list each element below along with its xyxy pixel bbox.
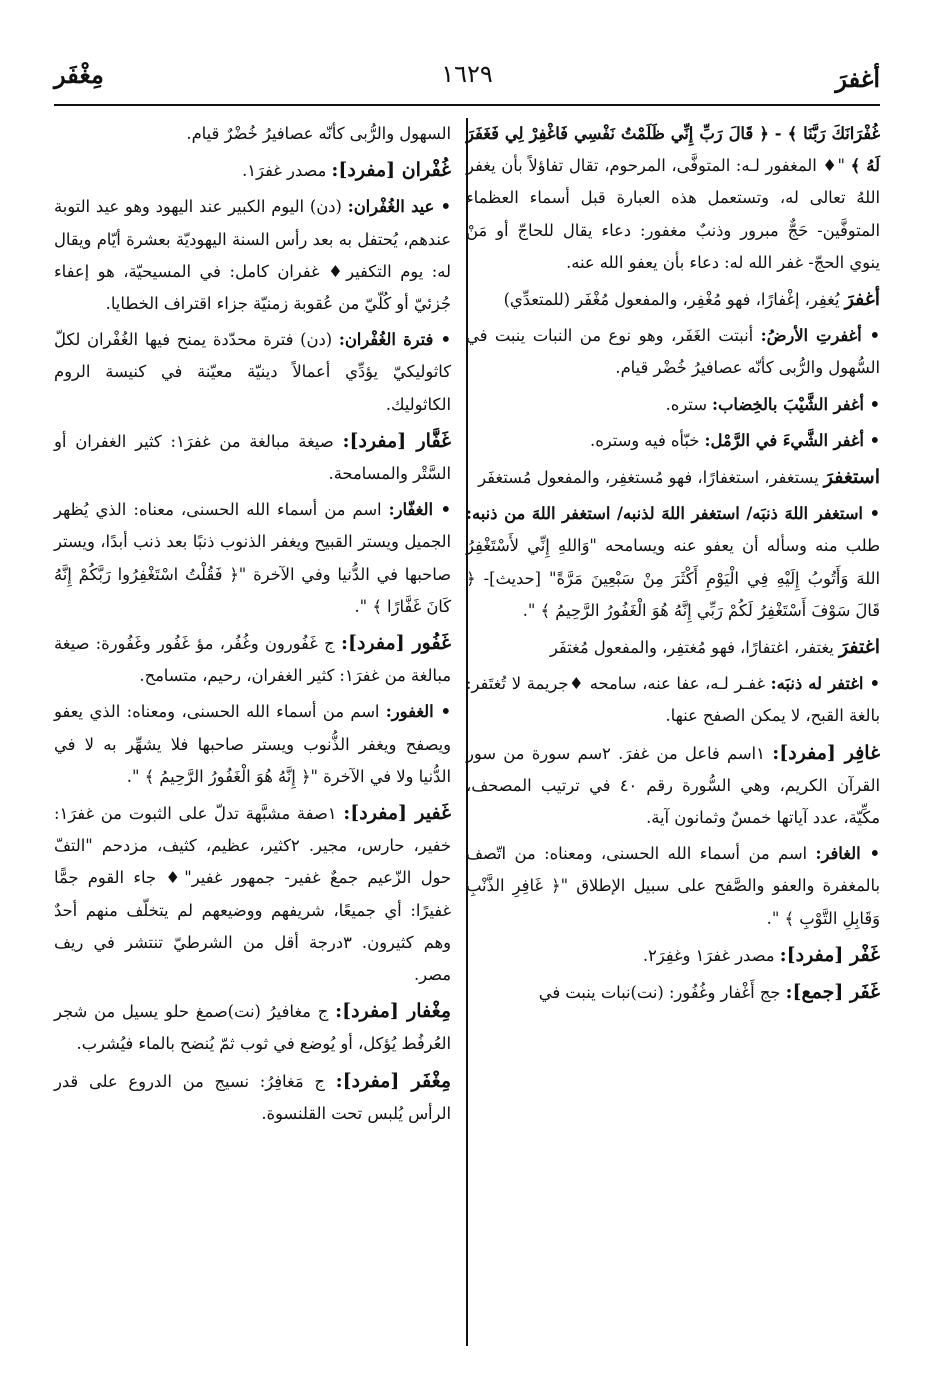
dictionary-entry [54, 995, 451, 1060]
definition-text: ١اسم فاعل من غفرَ. ٢سم سورة من سور القرآن الكريم، وهي السُّورة رقم ٤٠ في ترتيب المصحف، مكِّيّة، عدد آياتها خمسٌ وثمانون آية. [466, 743, 881, 828]
subentry-term: • اغتفر له ذنبَه: [770, 674, 880, 694]
subentry-term: • عيد الغُفْران: [347, 197, 451, 217]
dictionary-entry [466, 389, 880, 421]
dictionary-entry [466, 838, 880, 935]
headword: أغفرَ [844, 288, 880, 311]
dictionary-entry [54, 696, 451, 793]
dictionary-entry [54, 627, 451, 692]
definition-text: (دن) اليوم الكبير عند اليهود وهو عيد التوبة عندهم، يُحتفل به بعد رأس السنة اليهوديّة بعشرة أيّام ويقال له: يوم التكفير♦ غفران كامل: في المسيحيّة، هو إعفاء جُزئيّ أو كُلّيّ من عُقوبة زمنيّة جزاء اقتراف الخطايا. [54, 197, 451, 314]
definition-text: جج أَغْفار وغُفُور: (نت)نبات ينبت في [538, 983, 786, 1003]
dictionary-entry [466, 631, 880, 664]
dictionary-entry [54, 118, 451, 150]
headword: غَفَّار [مفرد]: [342, 429, 451, 452]
definition-text: مصدر غفرَ١ وغفِرَ٢. [642, 945, 780, 965]
dictionary-entry [466, 425, 880, 457]
definition-text: ج غَفُورون وغُفُر، مؤ غَفُور وغَفُورة: صيغة مبالغة من غفرَ١: كثير الغفران، رحيم، متسامح. [54, 634, 451, 686]
definition-text: اسم من أسماء الله الحسنى، ومعناه: الذي يعفو ويصفح ويغفر الذُّنوب ويستر صاحبها فلا يشهِّر به لا في الدُّنيا ولا في الآخرة "﴿ إِنَّهُ هُوَ الْغَفُورُ الرَّحِيمُ ﴾ ". [54, 702, 451, 786]
dictionary-entry [466, 461, 880, 494]
subentry-term: • استغفر اللهَ ذنبَه/ استغفر اللهَ لذنبه/ استغفر اللهَ من ذنبه: [466, 504, 880, 524]
subentry-term: • أغفر الشَّيْبَ بالخِضاب: [712, 394, 880, 414]
dictionary-entry [466, 118, 880, 279]
definition-text: اسم من أسماء الله الحسنى، معناه: الذي يُظهر الجميل ويستر القبيح ويغفر الذنوب ذنبًا بعد ذنب أبدًا، ويستر صاحبها في الدُّنيا وفي الآخرة "﴿ فَقُلْتُ اسْتَغْفِرُوا رَبَّكُمْ إِنَّهُ كَانَ غَفَّارًا ﴾ ". [54, 500, 451, 616]
dictionary-entry [466, 320, 880, 384]
dictionary-entry [466, 498, 880, 627]
right-column [466, 118, 880, 1013]
subentry-term: • الغفّار: [388, 500, 452, 520]
dictionary-entry [466, 737, 880, 835]
dictionary-entry [54, 324, 451, 421]
left-column [54, 118, 451, 1134]
definition-text: خبّأه فيه وستره. [590, 430, 705, 450]
headword: استغفرَ [823, 466, 880, 489]
column-divider [466, 118, 468, 1346]
quote-text: غُفْرَانَكَ رَبَّنَا ﴾ - ﴿ قَالَ رَبِّ إِنِّي ظَلَمْتُ نَفْسِي فَاغْفِرْ لِي فَغَفَرَ لَهُ ﴾ [466, 124, 880, 176]
running-head-left: مِغْفَر [54, 60, 104, 89]
definition-text: اسم من أسماء الله الحسنى، ومعناه: من اتّصف بالمغفرة والعفو والصَّفح على سبيل الإطلاق "﴿ غَافِرِ الذَّنْبِ وَقَابِلِ التَّوْبِ ﴾ ". [466, 844, 880, 928]
headword: غافِر [مفرد]: [772, 741, 881, 764]
headword: غَفير [مفرد]: [343, 802, 451, 825]
subentry-term: • أغفرتِ الأرضُ: [760, 326, 880, 346]
definition-text: صيغة مبالغة من غفرَ١: كثير الغفران أو السَّتْر والمسامحة. [54, 431, 451, 484]
dictionary-entry [54, 425, 451, 490]
running-head-right: أغفرَ [835, 64, 880, 93]
definition-text: "♦ المغفور لـه: المتوفَّى، المرحوم، تقال تفاؤلاً بأن يغفر اللهُ تعالى له، وتستعمل هذه العبارة قبل أسماء العظماء المتوفَّين- حَجٌّ مبرور وذنبٌ مغفور: دعاء يقال للحاجّ أو مَنْ ينوي الحجّ- غفر الله له: دعاء بأن يعفو الله عنه. [466, 156, 880, 272]
definition-text: طلب منه وسأله أن يعفو عنه ويسامحه "وَاللهِ إِنِّي لأَسْتَغْفِرُ اللهَ وَأَتُوبُ إِلَيْهِ فِي الْيَوْمِ أَكْثَرَ مِنْ سَبْعِينَ مَرَّةً" [حديث]- ﴿ قَالَ سَوْفَ أَسْتَغْفِرُ لَكُمْ رَبِّي إِنَّهُ هُوَ الْغَفُورُ الرَّحِيمُ ﴾ ". [466, 536, 880, 620]
header-rule [54, 104, 880, 106]
headword: غَفَر [جمع]: [785, 981, 880, 1004]
definition-text: السهول والرُّبى كأنّه عصافيرُ خُضْرٌ قيام. [186, 124, 451, 143]
definition-text: يستغفر، استغفارًا، فهو مُستغفِر، والمفعول مُستغفَر [478, 468, 824, 488]
dictionary-entry [54, 191, 451, 320]
dictionary-entry [54, 494, 451, 623]
page-header [54, 56, 880, 96]
subentry-term: • فترة الغُفْران: [338, 330, 451, 350]
definition-text: ستره. [665, 394, 713, 414]
definition-text: (دن) فترة محدّدة يمنح فيها الغُفْران لكلّ كاثوليكيّ يؤدِّي أعمالاً دينيّة معيّنة في كنيسة الروم الكاثوليك. [54, 330, 451, 414]
headword: غَفُور [مفرد]: [340, 632, 451, 655]
dictionary-entry [466, 939, 880, 972]
headword: مِغْفَر [مفرد]: [335, 1069, 451, 1092]
dictionary-entry [466, 283, 880, 316]
dictionary-entry [466, 976, 880, 1009]
definition-text: غفـر لـه، عفا عنه، سامحه ♦جريمة لا تُغتَفر: بالغة القبح، لا يمكن الصفح عنها. [466, 674, 880, 726]
headword: اغتفرَ [838, 636, 880, 659]
definition-text: يغتفر، اغتفارًا، فهو مُغتفِر، والمفعول مُغتفَر [549, 638, 839, 658]
headword: مِغْفار [مفرد]: [335, 1000, 451, 1023]
headword: غُفْران [مفرد]: [331, 159, 451, 182]
dictionary-entry [466, 668, 880, 732]
definition-text: يُغفِر، إغْفارًا، فهو مُغْفِر، والمفعول مُغْفَر (للمتعدِّي) [503, 290, 845, 310]
definition-text: ج مَغافِرُ: نسيج من الدروع على قدر الرأس يُلبس تحت القلنسوة. [54, 1071, 451, 1123]
subentry-term: • الغافر: [815, 844, 880, 864]
page-number: ١٦٢٩ [441, 60, 493, 88]
subentry-term: • الغفور: [385, 702, 451, 722]
definition-text: ج مغافيرُ (نت)صمغ حلو يسيل من شجر العُرفُط يُؤكل، أو يُوضع في ثوب ثمّ يُنضح بالماء فيُشرب. [54, 1002, 451, 1054]
dictionary-entry [54, 154, 451, 187]
dictionary-entry [54, 797, 451, 991]
dictionary-entry [54, 1065, 451, 1130]
definition-text: أنبتت الغَفَر، وهو نوع من النبات ينبت في السُّهول والرُّبى كأنّه عصافيرُ خُضْر قيام. [466, 326, 880, 378]
definition-text: مصدر غفرَ١. [242, 161, 332, 181]
definition-text: ١صفة مشبَّهة تدلّ على الثبوت من غفرَ١: خفير، حارس، مجير. ٢كثير، عظيم، كثيف، مزدحم "التفّ حول الزّعيم جمعٌ غفير- جمهور غفير"♦ جاء القوم جمًّا غفيرًا: أي جميعًا، شريفهم ووضيعهم لم يتخلّف منهم أحدٌ وهم كثيرون. ٣درجة أقل من الشرطيّ تنتشر في ريف مصر. [54, 804, 451, 985]
subentry-term: • أغفر الشَّيءَ في الرَّمْل: [704, 430, 880, 450]
headword: غَفْر [مفرد]: [779, 943, 880, 966]
